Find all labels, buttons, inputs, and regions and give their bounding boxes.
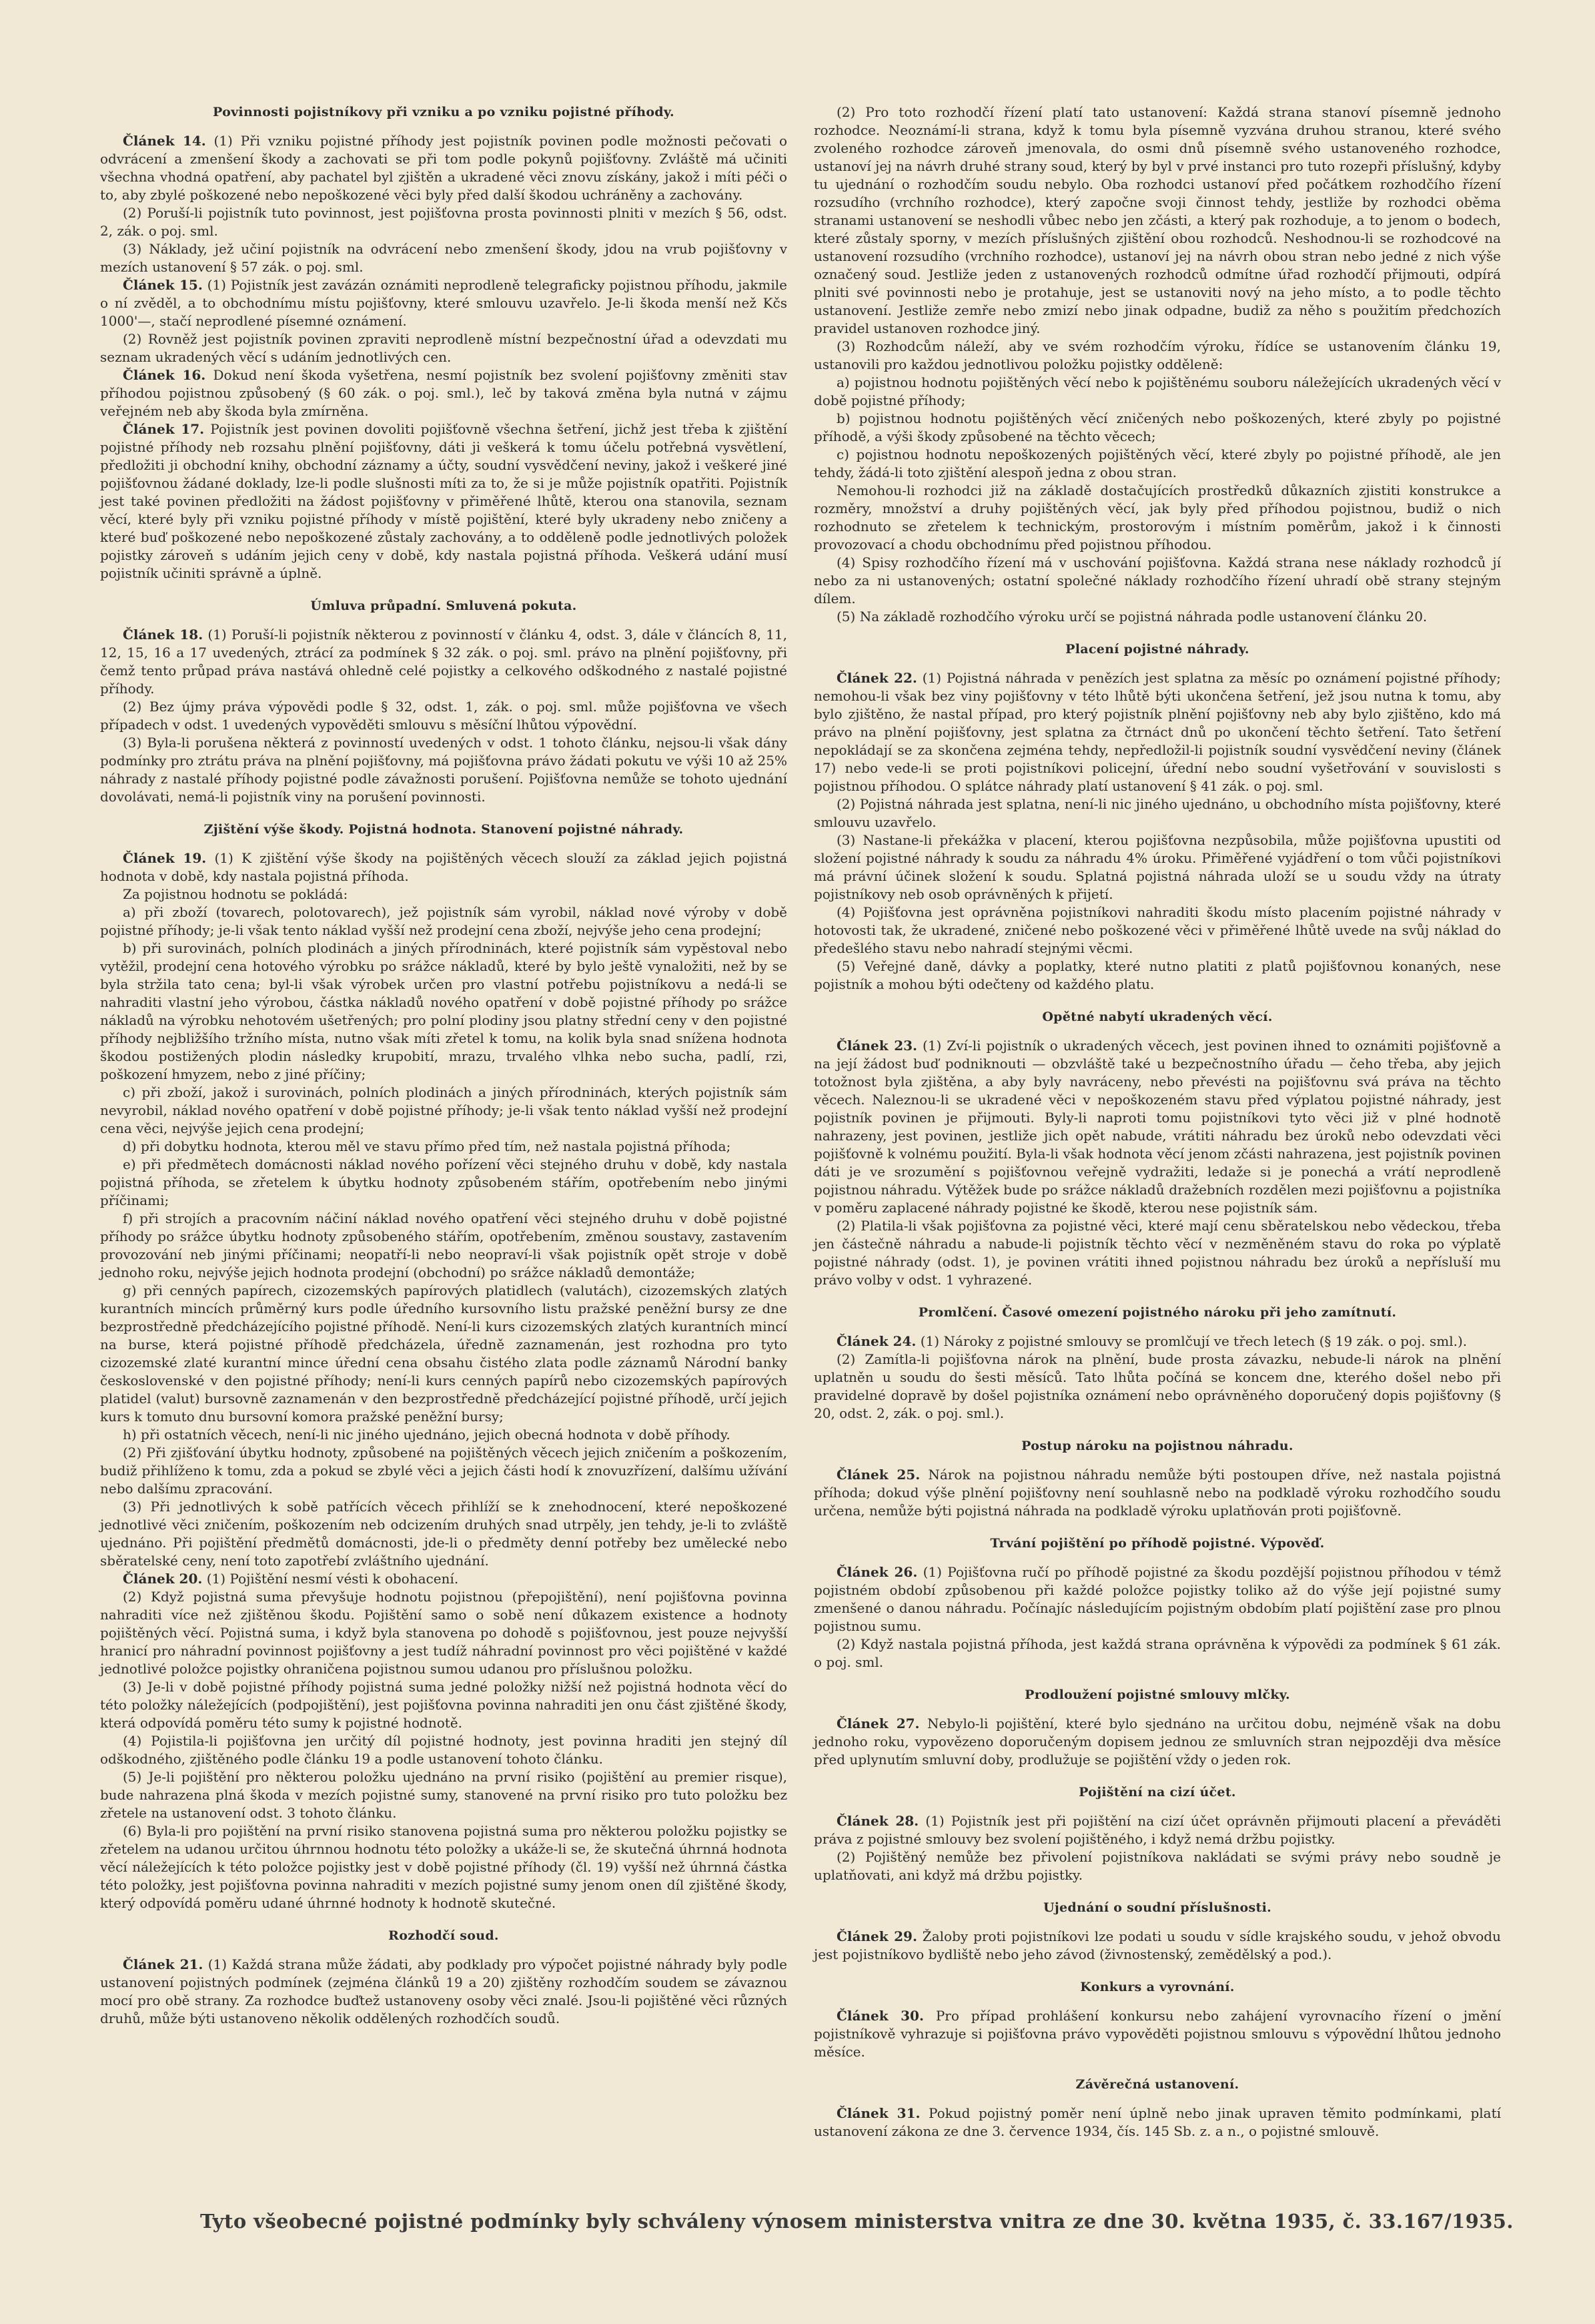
paragraph bbox=[100, 698, 787, 734]
article-number: Článek 21. bbox=[123, 1956, 203, 1972]
paragraph bbox=[100, 885, 787, 903]
paragraph-text: a) pojistnou hodnotu pojištěných věcí nebo k pojištěnému souboru náležejících ukradených věcí v době pojistné příhody; bbox=[814, 374, 1501, 408]
paragraph-text: (3) Při jednotlivých k sobě patřících věcech přihlíží se k znehodnocení, které nepoškozené jednotlivé věci zničením, poškozením neb odcizením druhých snad utrpěly, jen tehdy, je-li to zvláště ujednáno. Při pojištění předmětů domácnosti, jde-li o předměty denní potřeby bez umělecké nebo sběratelské ceny, není toto zapotřebí zvláštního ujednání. bbox=[100, 1499, 787, 1569]
paragraph-text: Nebylo-li pojištění, které bylo sjednáno na určitou dobu, nejméně však na dobu jednoho roku, vypovězeno doporučeným dopisem jednou ze smluvních stran nejpozději dva měsíce před uplynutím smluvní doby, prodlužuje se pojištění vždy o jeden rok. bbox=[814, 1715, 1502, 1768]
paragraph bbox=[814, 1350, 1501, 1423]
paragraph-text: (2) Rovněž jest pojistník povinen zpraviti neprodleně místní bezpečnostní úřad a odevzdati mu seznam ukradených věcí s udáním jednotlivých cen. bbox=[100, 331, 787, 365]
section-heading: Pojištění na cizí účet. bbox=[1079, 1785, 1236, 1800]
paragraph bbox=[814, 1466, 1501, 1520]
paragraph bbox=[100, 240, 787, 276]
paragraph bbox=[100, 903, 787, 939]
paragraph bbox=[814, 482, 1501, 554]
section-heading: Opětné nabytí ukradených věcí. bbox=[1042, 1010, 1273, 1024]
paragraph-text: b) pojistnou hodnotu pojištěných věcí zničených nebo poškozených, které zbyly po pojistné příhodě, a výši škody způsobené na těchto věcech; bbox=[814, 410, 1501, 444]
paragraph-text: (1) Pojištění nesmí vésti k obohacení. bbox=[202, 1571, 459, 1587]
paragraph bbox=[814, 1037, 1501, 1217]
paragraph-text: Nárok na pojistnou náhradu nemůže býti postoupen dříve, než nastala pojistná příhoda; dokud výše plnění pojišťovny není souhlasně nebo na podkladě výroku rozhodčího soudu určena, nemůže býti pojistná náhrada na podkladě výroku uplatňován proti pojišťovně. bbox=[814, 1467, 1501, 1519]
paragraph bbox=[100, 1822, 787, 1912]
paragraph-text: (2) Platila-li však pojišťovna za pojistné věci, které mají cenu sběratelskou nebo vědeckou, třeba jen částečně náhradu a nabude-li pojistník těchto věcí v nezměněném stavu do roka po výplatě pojistné náhrady (odst. 1), je povinen vrátiti ihned pojistnou náhradu bez úroků a nepřísluší mu právo volby v odst. 1 vyhrazené. bbox=[814, 1218, 1501, 1288]
section-heading: Rozhodčí soud. bbox=[388, 1928, 499, 1943]
article-number: Článek 16. bbox=[123, 367, 206, 383]
section-heading: Povinnosti pojistníkovy při vzniku a po vzniku pojistné příhody. bbox=[213, 105, 674, 119]
paragraph bbox=[814, 608, 1501, 626]
paragraph-text: (3) Rozhodcům náleží, aby ve svém rozhodčím výroku, řídíce se ustanovením článku 19, ustanovili pro každou jednotlivou položku pojistky odděleně: bbox=[814, 338, 1501, 372]
paragraph-text: (4) Pojišťovna jest oprávněna pojistníkovi nahraditi škodu místo placením pojistné náhrady v hotovosti tak, že ukradené, zničené nebo poškozené věci v přiměřené lhůtě uvede na svůj náklad do předešlého stavu nebo nahradí stejnými věcmi. bbox=[814, 904, 1501, 956]
paragraph-text: c) při zboží, jakož i surovinách, polních plodinách a jiných přírodninách, kterých pojistník sám nevyrobil, náklad nového opatření v době pojistné příhody; je-li však tento náklad vyšší než prodejní cena věci, nejvýše jejich cena prodejní; bbox=[100, 1084, 787, 1136]
article-number: Článek 28. bbox=[837, 1813, 919, 1829]
article-number: Článek 18. bbox=[123, 627, 203, 643]
paragraph-text: (6) Byla-li pro pojištění na první risiko stanovena pojistná suma pro některou položku pojistky se zřetelem na udanou určitou úhrnnou hodnotu této položky a ukáže-li se, že skutečná úhrnná hodnota věcí náležejících k této položce pojistky jest v době pojistné příhody (čl. 19) vyšší než úhrnná částka této položky, jest pojišťovna povinna nahraditi v mezích pojistné sumy jenom onen díl zjištěné škody, který odpovídá poměru udané úhrnné hodnoty k hodnotě skutečné. bbox=[100, 1823, 787, 1911]
paragraph bbox=[100, 1678, 787, 1732]
paragraph bbox=[100, 204, 787, 240]
article-number: Článek 27. bbox=[837, 1715, 920, 1731]
paragraph-text: (2) Zamítla-li pojišťovna nárok na plnění, bude prosta závazku, nebude-li nárok na plnění uplatněn u soudu do šesti měsíců. Tato lhůta počíná se koncem dne, kterého došel nebo při pravidelné dopravě by došel pojistníka oznámení nebo oprávněného doporučený dopis pojišťovny (§ 20, odst. 2, zák. o poj. sml.). bbox=[814, 1351, 1501, 1421]
paragraph-text: b) při surovinách, polních plodinách a jiných přírodninách, které pojistník sám vypěstoval nebo vytěžil, prodejní cena hotového výrobku po srážce nákladů, které by bylo ještě vynaložiti, než by se byla stržila tato cena; byl-li však výrobek určen pro vlastní potřebu pojistníkovu a nedá-li se nahraditi vlastní jeho výrobou, částka nákladů nového opatření v době pojistné příhody po srážce nákladů na výrobku nehotovém ušetřených; pro polní plodiny jsou platny střední ceny v den pojistné příhody nejbližšího tržního místa, nutno však míti zřetel k tomu, na kolik byla snad snížena hodnota škodou postižených plodin následky krupobití, mrazu, trvalého vlhka nebo sucha, padlí, rzi, poškození hmyzem, nebo z jiné příčiny; bbox=[100, 940, 787, 1082]
paragraph bbox=[100, 1444, 787, 1498]
paragraph-text: (2) Pojistná náhrada jest splatna, není-li nic jiného ujednáno, u obchodního místa pojišťovny, které smlouvu uzavřelo. bbox=[814, 796, 1501, 830]
article-number: Článek 14. bbox=[123, 133, 206, 149]
paragraph-text: (3) Nastane-li překážka v placení, kterou pojišťovna nezpůsobila, může pojišťovna upustiti od složení pojistné náhrady k soudu za náhradu 4% úroku. Přiměřené vyjádření o tom vůči pojistníkovi má právní účinek složení k soudu. Splatná pojistná náhrada uloží se u soudu vždy na útraty pojistníkovy neb osob oprávněných k přijetí. bbox=[814, 832, 1501, 902]
paragraph-text: (3) Je-li v době pojistné příhody pojistná suma jedné položky nižší než pojistná hodnota věcí do této položky náležejících (podpojištění), jest pojišťovna povinna nahraditi jen onu část zjištěné škody, která odpovídá poměru této sumy k pojistné hodnotě. bbox=[100, 1679, 787, 1731]
article-number: Článek 15. bbox=[123, 277, 203, 293]
paragraph bbox=[100, 1426, 787, 1444]
paragraph-text: (4) Spisy rozhodčího řízení má v uschování pojišťovna. Každá strana nese náklady rozhodců jí nebo za ni ustanovených; ostatní společné náklady rozhodčího řízení uhradí obě strany stejným dílem. bbox=[814, 554, 1501, 607]
paragraph-text: (1) Poruší-li pojistník některou z povinností v článku 4, odst. 3, dále v článcích 8, 11, 12, 15, 16 a 17 uvedených, ztrácí za podmínek § 32 zák. o poj. sml. právo na plnění pojišťovny, při čemž tento průpad práva nastává ohledně celé pojistky a celkového odškodného z nastalé pojistné příhody. bbox=[100, 627, 788, 697]
paragraph-text: e) při předmětech domácnosti náklad nového pořízení věci stejného druhu v době, kdy nastala pojistná příhoda, se zřetelem k úbytku hodnoty způsobeném stářím, opotřebením nebo jinými příčinami; bbox=[100, 1156, 787, 1208]
paragraph-text: (1) Pojistník jest zavázán oznámiti neprodleně telegraficky pojistnou příhodu, jakmile o ní zvěděl, a to obchodnímu místu pojišťovny, které smlouvu uzavřelo. Je-li škoda menší než Kčs 1000'—, stačí neprodlené písemné oznámení. bbox=[100, 277, 788, 329]
approval-footer: Tyto všeobecné pojistné podmínky byly schváleny výnosem ministerstva vnitra ze dne 30. května 1935, č. 33.167/1935. bbox=[200, 2210, 1514, 2233]
section-heading: Úmluva průpadní. Smluvená pokuta. bbox=[310, 599, 577, 613]
article-number: Článek 23. bbox=[837, 1038, 918, 1054]
text-columns bbox=[100, 103, 1522, 2141]
paragraph bbox=[814, 831, 1501, 903]
paragraph bbox=[100, 366, 787, 420]
paragraph bbox=[100, 1588, 787, 1678]
paragraph-text: (1) Zví-li pojistník o ukradených věcech, jest povinen ihned to oznámiti pojišťovně a na její žádost buď podniknouti — obzvláště také u bezpečnostního úřadu — čeho třeba, aby jejich totožnost byla zjištěna, a aby byly navráceny, nebo převésti na pojišťovnu svá práva na těchto věcech. Naleznou-li se ukradené věci v nepoškozeném stavu před výplatou pojistné náhrady, jest pojistník povinen je přijmouti. Byly-li naproti tomu pojistníkovi tyto věci již v plné hodnotě nahrazeny, jest povinen, jestliže jich opět nabude, vrátiti náhradu bez úroků nebo odevzdati věci pojišťovně k volnému použití. Byla-li však hodnota věcí jenom zčásti nahrazena, jest pojistník povinen dáti je ve srozumění s pojišťovnou veřejně vydražiti, ledaže si je ponechá a vrátí neprodleně pojistnou náhradu. Výtěžek bude po srážce nákladů dražebních rozdělen mezi pojišťovnu a pojistníka v poměru zaplacené náhrady pojistné ke škodě, kterou nese pojistník sám. bbox=[814, 1038, 1502, 1216]
paragraph-text: Pro případ prohlášení konkursu nebo zahájení vyrovnacího řízení o jmění pojistníkově vyhrazuje si pojišťovna právo vypověděti pojistnou smlouvu s výpovědní lhůtou jednoho měsíce. bbox=[814, 2008, 1502, 2060]
section-heading: Placení pojistné náhrady. bbox=[1065, 642, 1249, 657]
paragraph bbox=[814, 103, 1501, 338]
paragraph bbox=[100, 626, 787, 698]
article-number: Článek 22. bbox=[837, 670, 917, 686]
paragraph-text: (1) Nároky z pojistné smlouvy se promlčují ve třech letech (§ 19 zák. o poj. sml.). bbox=[916, 1333, 1468, 1349]
paragraph bbox=[100, 1210, 787, 1282]
paragraph bbox=[100, 1732, 787, 1768]
paragraph bbox=[100, 1956, 787, 2028]
article-number: Článek 20. bbox=[123, 1571, 203, 1587]
paragraph bbox=[100, 276, 787, 330]
paragraph-text: (2) Pro toto rozhodčí řízení platí tato ustanovení: Každá strana stanoví písemně jednoho rozhodce. Neoznámí-li strana, když k tomu byla písemně vyzvána druhou stranou, které svého zvoleného rozhodce zároveň jmenovala, do osmi dnů písemně svého ustanoveného rozhodce, ustanoví jej na návrh druhé strany soud, který by byl v prvé instanci pro tuto rozepři příslušný, kdyby tu ujednání o rozhodčím soudu nebylo. Oba rozhodci ustanoví před počátkem rozhodčího řízení rozsudího (vrchního rozhodce), který započne svoji činnost tehdy, jestliže by rozhodci oběma stranami ustanovení se neshodli vůbec nebo jen zčásti, a který pak rozhoduje, a to jenom o bodech, které zůstaly sporny, v mezích příslušných zjištění obou rozhodců. Neshodnou-li se rozhodcové na ustanovení rozsudího (vrchního rozhodce), ustanoví jej na návrh obou stran nebo jedné z nich výše označený soud. Jestliže jeden z ustanovených rozhodců odmítne úřad rozhodčí přijmouti, odpírá plniti své povinnosti nebo je protahuje, jest se ustanoviti nový na jeho místo, a to podle těchto ustanovení. Jestliže zemře nebo zmizí nebo jinak odpadne, budiž za něho s použitím předchozích pravidel ustanoven rozhodce jiný. bbox=[814, 104, 1501, 336]
paragraph bbox=[814, 1848, 1501, 1884]
paragraph bbox=[100, 849, 787, 885]
paragraph bbox=[814, 957, 1501, 994]
paragraph-text: (5) Je-li pojištění pro některou položku ujednáno na první risiko (pojištění au premier risque), bude nahrazena plná škoda v mezích pojistné sumy, stanovené na první risiko pro tuto položku bez zřetele na ustanovení odst. 3 tohoto článku. bbox=[100, 1769, 787, 1821]
section-heading: Trvání pojištění po příhodě pojistné. Výpověď. bbox=[990, 1536, 1325, 1551]
paragraph bbox=[814, 1332, 1501, 1350]
paragraph-text: c) pojistnou hodnotu nepoškozených pojištěných věcí, které zbyly po pojistné příhodě, ale jen tehdy, žádá-li toto zjištění alespoň jedna z obou stran. bbox=[814, 446, 1501, 480]
paragraph bbox=[100, 1768, 787, 1822]
paragraph-text: (3) Byla-li porušena některá z povinností uvedených v odst. 1 tohoto článku, nejsou-li však dány podmínky pro ztrátu práva na plnění pojišťovny, má pojišťovna právo žádati pokutu ve výši 10 až 25% náhrady z nastalé příhody pojistné podle závažnosti porušení. Pojišťovna nemůže se tohoto ujednání dovolávati, nemá-li pojistník viny na porušení povinnosti. bbox=[100, 735, 787, 805]
section-heading: Konkurs a vyrovnání. bbox=[1080, 1980, 1235, 1994]
paragraph bbox=[814, 903, 1501, 957]
paragraph-text: (5) Veřejné daně, dávky a poplatky, které nutno platiti z platů pojišťovnou konaných, nese pojistník a mohou býti odečteny od každého platu. bbox=[814, 958, 1501, 992]
paragraph-text: (1) Pojistník jest při pojištění na cizí účet oprávněn přijmouti placení a převáděti práva z pojistné smlouvy bez svolení pojištěného, i když nemá držbu pojistky. bbox=[814, 1813, 1501, 1847]
paragraph bbox=[814, 1928, 1501, 1964]
paragraph-text: (1) Pojišťovna ručí po příhodě pojistné za škodu pozdější pojistnou příhodou v témž pojistném období způsobenou při každé položce pojistky toliko až do výše její pojistné sumy zmenšené o danou náhradu. Počínajíc následujícím pojistným obdobím platí pojištění zase pro plnou pojistnou sumu. bbox=[814, 1564, 1502, 1634]
paragraph bbox=[814, 669, 1501, 795]
section-heading: Zjištění výše škody. Pojistná hodnota. Stanovení pojistné náhrady. bbox=[203, 822, 684, 837]
paragraph-text: Za pojistnou hodnotu se pokládá: bbox=[123, 886, 348, 902]
paragraph bbox=[100, 132, 787, 204]
paragraph bbox=[814, 1715, 1501, 1769]
paragraph-text: (2) Pojištěný nemůže bez přivolení pojistníkova nakládati se svými právy nebo soudně je uplatňovati, ani když má držbu pojistky. bbox=[814, 1849, 1501, 1883]
paragraph bbox=[814, 374, 1501, 410]
paragraph-text: g) při cenných papírech, cizozemských papírových platidlech (valutách), cizozemských zlatých kurantních mincích průměrný kurs podle úředního kursovního listu pražské peněžní bursy ze dne bezprostředně předcházejícího pojistné příhodě. Není-li kurs cizozemských zlatých kurantních mincí na burse, která pojistné příhodě předcházela, úředně zaznamenán, jest rozhodna pro tyto cizozemské zlaté kurantní mince úřední cena obsahu čistého zlata podle záznamů Národní banky československé v den pojistné příhody; není-li kurs cenných papírů nebo cizozemských papírových platidel (valut) bursovně zaznamenán v den bezprostředně předcházející pojistné příhodě, určí jejich kurs k tomuto dnu bursovní komora pražské peněžní bursy; bbox=[100, 1282, 787, 1425]
paragraph-text: (1) Každá strana může žádati, aby podklady pro výpočet pojistné náhrady byly podle ustanovení pojistných podmínek (zejména článků 19 a 20) zjištěny rozhodčím soudem se závaznou mocí pro obě strany. Za rozhodce buďtež ustanoveny osoby věci znalé. Jsou-li pojištěné věci různých druhů, může býti ustanoveno několik oddělených rozhodčích soudů. bbox=[100, 1956, 787, 2026]
article-number: Článek 26. bbox=[837, 1564, 918, 1580]
section-heading: Promlčení. Časové omezení pojistného nároku při jeho zamítnutí. bbox=[918, 1305, 1397, 1320]
paragraph bbox=[814, 1217, 1501, 1289]
paragraph bbox=[814, 446, 1501, 482]
paragraph bbox=[814, 2104, 1501, 2141]
paragraph bbox=[100, 420, 787, 583]
section-heading: Ujednání o soudní příslušnosti. bbox=[1043, 1900, 1272, 1915]
paragraph-text: Pojistník jest povinen dovoliti pojišťovně všechna šetření, jichž jest třeba k zjištění pojistné příhody neb rozsahu plnění pojišťovny, dáti ji veškerá k tomu účelu potřebná vysvětlení, předložiti ji obchodní knihy, obchodní záznamy a účty, soudní vysvědčení neviny, jakož i veškeré jiné pojišťovnou žádané doklady, lze-li podle slušnosti míti za to, že si je může pojistník opatřiti. Pojistník jest také povinen předložiti na žádost pojišťovny v přiměřené lhůtě, kterou ona stanovila, seznam věcí, které byly při vzniku pojistné příhody v místě pojištění, které byly ukradeny nebo zničeny a které buď poškozené nebo nepoškozené zůstaly zachovány, a to odděleně podle jednotlivých položek pojistky zároveň s udáním jejich ceny v době, kdy nastala pojistná příhoda. Veškerá udání musí pojistník učiniti správně a úplně. bbox=[100, 421, 788, 581]
article-number: Článek 19. bbox=[123, 850, 207, 866]
paragraph-text: (3) Náklady, jež učiní pojistník na odvrácení nebo zmenšení škody, jdou na vrub pojišťovny v mezích ustanovení § 57 zák. o poj. sml. bbox=[100, 241, 787, 275]
paragraph bbox=[814, 410, 1501, 446]
left-column bbox=[100, 103, 787, 2141]
article-number: Článek 24. bbox=[837, 1333, 917, 1349]
paragraph-text: h) při ostatních věcech, není-li nic jiného ujednáno, jejich obecná hodnota v době příhody. bbox=[123, 1427, 730, 1443]
paragraph-text: Nemohou-li rozhodci již na základě dostačujících prostředků důkazních zjistiti konstrukce a rozměry, množství a druhy pojištěných věcí, jak byly před příhodou pojistnou, budiž o nich rozhodnuto se zřetelem k technickým, prostorovým i místním poměrům, jakož i k činnosti provozovací a chodu obchodnímu před pojistnou příhodou. bbox=[814, 482, 1501, 552]
paragraph bbox=[814, 1563, 1501, 1635]
paragraph-text: (1) K zjištění výše škody na pojištěných věcech slouží za základ jejich pojistná hodnota v době, kdy nastala pojistná příhoda. bbox=[100, 850, 788, 884]
paragraph bbox=[100, 1084, 787, 1138]
paragraph-text: Pokud pojistný poměr není úplně nebo jinak upraven těmito podmínkami, platí ustanovení zákona ze dne 3. července 1934, čís. 145 Sb. z. a n., o pojistné smlouvě. bbox=[814, 2105, 1501, 2139]
article-number: Článek 31. bbox=[837, 2105, 921, 2121]
paragraph bbox=[814, 795, 1501, 831]
paragraph bbox=[100, 1498, 787, 1570]
paragraph bbox=[814, 554, 1501, 608]
article-number: Článek 17. bbox=[123, 421, 205, 437]
right-column bbox=[814, 103, 1501, 2141]
paragraph-text: (2) Při zjišťování úbytku hodnoty, způsobené na pojištěných věcech jejich zničením a poškozením, budiž přihlíženo k tomu, zda a pokud se zbylé věci a jejich části hodí k znovuzřízení, dalšímu užívání nebo dalšímu zpracování. bbox=[100, 1445, 787, 1497]
paragraph bbox=[100, 734, 787, 806]
paragraph-text: (2) Když nastala pojistná příhoda, jest každá strana oprávněna k výpovědi za podmínek § 61 zák. o poj. sml. bbox=[814, 1636, 1501, 1670]
paragraph-text: (2) Když pojistná suma převyšuje hodnotu pojistnou (přepojištění), není pojišťovna povinna nahraditi více než zjištěnou škodu. Pojištění samo o sobě není důkazem existence a hodnoty pojištěných věcí. Pojistná suma, i když byla stanovena po dohodě s pojišťovnou, jest pouze nejvyšší hranicí pro náhradní povinnost pojišťovny a jest tudíž náhradní povinnost pro věci pojištěné v každé jednotlivé položce pojistky ohraničena pojistnou sumou udanou pro příslušnou položku. bbox=[100, 1589, 787, 1677]
paragraph bbox=[814, 1812, 1501, 1848]
paragraph-text: f) při strojích a pracovním náčiní náklad nového opatření věci stejného druhu v době pojistné příhody po srážce úbytku hodnoty způsobeného stářím, opotřebením, změnou soustavy, zastavením provozování neb jinými příčinami; neopatří-li nebo neopraví-li však pojistník opět stroje v době jednoho roku, nejvýše jejich hodnota prodejní (obchodní) po srážce nákladů demontáže; bbox=[100, 1210, 787, 1280]
paragraph bbox=[814, 1635, 1501, 1671]
paragraph bbox=[814, 2007, 1501, 2061]
article-number: Článek 25. bbox=[837, 1467, 921, 1483]
paragraph-text: (5) Na základě rozhodčího výroku určí se pojistná náhrada podle ustanovení článku 20. bbox=[837, 609, 1428, 625]
paragraph-text: (1) Pojistná náhrada v penězích jest splatna za měsíc po oznámení pojistné příhody; nemohou-li však bez viny pojišťovny v této lhůtě býti ukončena šetření, jež jsou nutna k tomu, aby bylo zjištěno, že nastal případ, pro který pojistník plnění pojišťovny neb aby bylo zjištěno, kdo má právo na plnění pojišťovny, jest splatna za čtrnáct dnů po ukončení těchto šetření. Tato šetření nepokládají se za skončena zejména tehdy, nepředložil-li pojistník soudní vysvědčení neviny (článek 17) nebo vede-li se proti pojistníkovi policejní, úřední nebo soudní vyšetřování v souvislosti s pojistnou příhodou. O splátce náhrady platí ustanovení § 41 zák. o poj. sml. bbox=[814, 670, 1501, 794]
paragraph bbox=[100, 1282, 787, 1426]
paragraph bbox=[100, 1570, 787, 1588]
section-heading: Závěrečná ustanovení. bbox=[1075, 2077, 1239, 2092]
paragraph-text: (4) Pojistila-li pojišťovna jen určitý díl pojistné hodnoty, jest povinna hraditi jen stejný díl odškodného, zjištěného podle článku 19 a podle ustanovení tohoto článku. bbox=[100, 1733, 787, 1767]
paragraph bbox=[100, 330, 787, 366]
section-heading: Prodloužení pojistné smlouvy mlčky. bbox=[1025, 1687, 1290, 1702]
article-number: Článek 30. bbox=[837, 2008, 924, 2024]
paragraph bbox=[100, 1138, 787, 1156]
paragraph-text: a) při zboží (tovarech, polotovarech), jež pojistník sám vyrobil, náklad nové výroby v době pojistné příhody; je-li však tento náklad vyšší než prodejní cena zboží, nejvýše jeho cena prodejní; bbox=[100, 904, 787, 938]
paragraph-text: (2) Poruší-li pojistník tuto povinnost, jest pojišťovna prosta povinnosti plniti v mezích § 56, odst. 2, zák. o poj. sml. bbox=[100, 205, 787, 239]
paragraph bbox=[100, 939, 787, 1084]
paragraph-text: Dokud není škoda vyšetřena, nesmí pojistník bez svolení pojišťovny změniti stav příhodou pojistnou způsobený (§ 60 zák. o poj. sml.), leč by taková změna byla nutná v zájmu veřejném neb aby škoda byla zmírněna. bbox=[100, 367, 787, 419]
paragraph-text: (2) Bez újmy práva výpovědi podle § 32, odst. 1, zák. o poj. sml. může pojišťovna ve všech případech v odst. 1 uvedených vypověděti smlouvu s měsíční lhůtou výpovědní. bbox=[100, 699, 787, 733]
paragraph-text: (1) Při vzniku pojistné příhody jest pojistník povinen podle možnosti pečovati o odvrácení a zmenšení škody a zachovati se při tom podle pokynů pojišťovny. Zvláště má učiniti všechna vhodná opatření, aby pachatel byl zjištěn a ukradené věci znovu získány, jakož i míti péči o to, aby zbylé poškozené nebo nepoškozené věci byly před další škodou uchráněny a zachovány. bbox=[100, 133, 788, 203]
article-number: Článek 29. bbox=[837, 1928, 917, 1944]
paragraph-text: Žaloby proti pojistníkovi lze podati u soudu v sídle krajského soudu, v jehož obvodu jest pojistníkovo bydliště nebo jeho závod (živnostenský, zemědělský a pod.). bbox=[814, 1928, 1501, 1962]
paragraph bbox=[814, 338, 1501, 374]
paragraph-text: d) při dobytku hodnota, kterou měl ve stavu přímo před tím, než nastala pojistná příhoda; bbox=[123, 1138, 731, 1154]
paragraph bbox=[100, 1156, 787, 1210]
section-heading: Postup nároku na pojistnou náhradu. bbox=[1021, 1439, 1293, 1453]
